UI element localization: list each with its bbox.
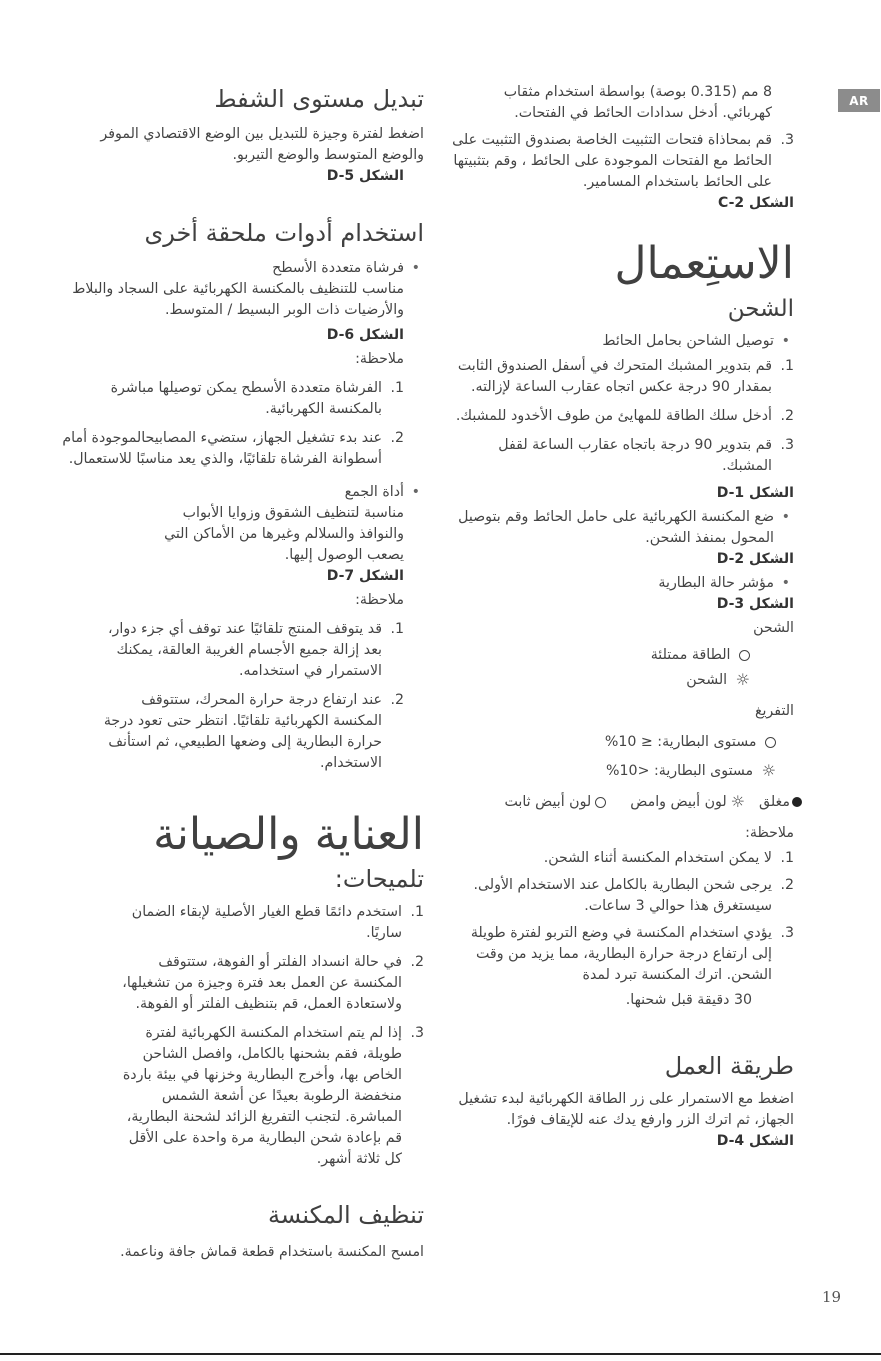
legend-steady xyxy=(504,792,610,813)
charging-state-text: الشحن xyxy=(686,672,728,688)
brush-notes-list xyxy=(62,378,424,470)
page-number: 19 xyxy=(822,1288,842,1306)
crevice-note-text: قد يتوقف المنتج تلقائيًا عند توقف أي جزء دوار، بعد إزالة جميع الأجسام الغريبة العالقة، يمكنك الاستمرار في استخدامه. xyxy=(107,621,382,679)
brush-bullet: • فرشاة متعددة الأسطح xyxy=(62,258,424,279)
install-continued-line-2: كهربائي. أدخل سدادات الحائط في الفتحات. xyxy=(514,105,772,121)
legend-blink-text: لون أبيض وامض xyxy=(630,794,727,810)
suction-level-heading: تبديل مستوى الشفط xyxy=(214,85,424,113)
charger-step xyxy=(452,435,794,477)
tip-item-number: 1. xyxy=(410,904,424,920)
crevice-note-number: 2. xyxy=(390,692,404,708)
tip-item-number: 3. xyxy=(410,1025,424,1041)
bottom-divider xyxy=(0,1353,881,1355)
charging-heading: الشحن xyxy=(727,296,794,322)
charger-step-number: 1. xyxy=(780,358,794,374)
brush-text: مناسب للتنظيف بالمكنسة الكهربائية على السجاد والبلاط والأرضيات ذات الوبر البسيط / المتوسط. xyxy=(72,281,404,318)
usage-note-number: 3. xyxy=(780,925,794,941)
battery-low-text: مستوى البطارية: ≤ 10% xyxy=(604,734,757,750)
legend-off-text: مغلق xyxy=(759,794,790,810)
usage-note-text: يرجى شحن البطارية بالكامل عند الاستخدام الأولى. سيستغرق هذا حوالي 3 ساعات. xyxy=(473,877,772,914)
charging-state-row xyxy=(452,670,794,691)
figure-d5-label: الشكل D-5 xyxy=(326,168,404,184)
crevice-text: مناسبة لتنظيف الشقوق وزوايا الأبواب والنوافذ والسلالم وغيرها من الأماكن التي يصعب الوصول إليها. xyxy=(164,505,404,563)
charger-step-number: 2. xyxy=(780,408,794,424)
cleaning-heading: تنظيف المكنسة xyxy=(268,1201,424,1229)
tip-item-number: 2. xyxy=(410,954,424,970)
blinking-sun-icon: ☼ xyxy=(730,792,746,811)
crevice-note xyxy=(102,619,404,682)
figure-d4-label: الشكل D-4 xyxy=(716,1133,794,1149)
discharge-sub-label: التفريغ xyxy=(754,703,794,719)
full-power-text: الطاقة ممتلئة xyxy=(650,647,731,663)
usage-note xyxy=(452,923,794,986)
usage-note-number: 1. xyxy=(780,850,794,866)
install-step-3 xyxy=(452,130,794,193)
usage-notes-list xyxy=(452,848,794,986)
legend-off xyxy=(759,792,804,813)
circle-icon xyxy=(595,797,606,808)
crevice-notes-list xyxy=(62,619,424,774)
filled-dot-icon xyxy=(792,797,802,807)
battery-low-row xyxy=(452,732,794,753)
usage-note-text: لا يمكن استخدام المكنسة أثناء الشحن. xyxy=(543,850,772,866)
figure-d1-label: الشكل D-1 xyxy=(716,485,794,501)
brush-note-text: الفرشاة متعددة الأسطح يمكن توصيلها مباشرة بالمكنسة الكهربائية. xyxy=(110,380,382,417)
full-power-row xyxy=(452,645,794,666)
battery-high-row xyxy=(452,761,794,782)
care-maintenance-heading: العناية والصيانة xyxy=(153,809,424,860)
brush-note-label: ملاحظة: xyxy=(355,351,404,367)
charger-step-text: أدخل سلك الطاقة للمهايئ من طوف الأخدود للمشبك. xyxy=(455,408,772,424)
battery-status-bullet: • مؤشر حالة البطارية xyxy=(452,573,794,594)
brush-note-number: 1. xyxy=(390,380,404,396)
legend-row xyxy=(452,792,804,813)
suction-level-text: اضغط لفترة وجيزة للتبديل بين الوضع الاقتصادي الموفر والوضع المتوسط والوضع التيربو. xyxy=(100,126,424,163)
place-on-wall-bullet: • ضع المكنسة الكهربائية على حامل الحائط وقم بتوصيل المحول بمنفذ الشحن. xyxy=(452,507,794,549)
operation-heading: طريقة العمل xyxy=(664,1052,794,1080)
charger-step-number: 3. xyxy=(780,437,794,453)
tip-item-text: في حالة انسداد الفلتر أو الفوهة، ستتوقف المكنسة عن العمل بعد فترة وجيزة من تشغيلها، ولاستعادة العمل، قم بتنظيف الفلتر أو الفوهة. xyxy=(122,954,402,1012)
usage-note-label: ملاحظة: xyxy=(745,825,794,841)
usage-note-number: 2. xyxy=(780,877,794,893)
charger-step xyxy=(452,356,794,398)
crevice-note-text: عند ارتفاع درجة حرارة المحرك، ستتوقف المكنسة الكهربائية تلقائيًا. انتظر حتى تعود درجة حرارة البطارية إلى وضعها الطبيعي، ثم استأنف الاستخدام. xyxy=(103,692,382,771)
operation-text: اضغط مع الاستمرار على زر الطاقة الكهربائية لبدء تشغيل الجهاز، ثم اترك الزر وارفع يدك عنه للإيقاف فورًا. xyxy=(458,1091,794,1128)
usage-heading: الاستِعمال xyxy=(614,238,794,289)
left-column xyxy=(62,82,424,1263)
figure-d3-label: الشكل D-3 xyxy=(716,596,794,612)
blinking-sun-icon: ☼ xyxy=(735,670,750,689)
brush-note xyxy=(62,428,404,470)
charger-step xyxy=(452,406,794,427)
right-column xyxy=(452,82,794,1155)
charger-steps-list xyxy=(452,356,794,477)
tip-item xyxy=(122,1023,424,1170)
accessories-heading: استخدام أدوات ملحقة أخرى xyxy=(144,219,424,247)
install-step-3-number: 3. xyxy=(780,132,794,148)
tip-item-text: إذا لم يتم استخدام المكنسة الكهربائية لفترة طويلة، فقم بشحنها بالكامل، وافصل الشاحن الخاص بها، وأخرج البطارية وخزنها في بيئة باردة منخفضة الرطوبة بعيدًا عن أشعة الشمس المباشرة. لتجنب التفريغ الزائد لشحنة البطارية، قم بإعادة شحن البطارية مرة واحدة على الأقل كل ثلاثة أشهر. xyxy=(122,1025,402,1167)
brush-note-number: 2. xyxy=(390,430,404,446)
figure-d6-label: الشكل D-6 xyxy=(326,327,404,343)
usage-note-text: يؤدي استخدام المكنسة في وضع التربو لفترة طويلة إلى ارتفاع درجة حرارة البطارية، مما يزيد من وقت الشحن. اترك المكنسة تبرد لمدة xyxy=(470,925,772,983)
charger-step-text: قم بتدوير المشبك المتحرك في أسفل الصندوق الثابت بمقدار 90 درجة عكس اتجاه عقارب الساعة لإزالته. xyxy=(457,358,772,395)
tips-list xyxy=(62,902,424,1170)
tip-item xyxy=(122,952,424,1015)
note-3-extra: 30 دقيقة قبل شحنها. xyxy=(625,992,752,1008)
crevice-note-label: ملاحظة: xyxy=(355,592,404,608)
cleaning-text: امسح المكنسة باستخدام قطعة قماش جافة وناعمة. xyxy=(120,1244,424,1260)
legend-steady-text: لون أبيض ثابت xyxy=(504,794,592,810)
install-step-3-text: قم بمحاذاة فتحات التثبيت الخاصة بصندوق التثبيت على الحائط مع الفتحات الموجودة على الحائط ، وقم بتثبيتها على الحائط باستخدام المسامير. xyxy=(452,132,772,190)
crevice-bullet: • أداة الجمع xyxy=(62,482,424,503)
circle-icon xyxy=(739,650,750,661)
usage-note xyxy=(452,875,794,917)
tip-item xyxy=(122,902,424,944)
tips-heading: تلميحات: xyxy=(334,865,424,893)
crevice-note xyxy=(102,690,404,774)
battery-high-text: مستوى البطارية: <10% xyxy=(606,763,754,779)
charger-wall-bullet: • توصيل الشاحن بحامل الحائط xyxy=(452,331,794,352)
blinking-sun-icon: ☼ xyxy=(761,761,776,780)
figure-d7-label: الشكل D-7 xyxy=(326,568,404,584)
usage-note xyxy=(452,848,794,869)
install-continued-line-1: 8 مم (0.315 بوصة) بواسطة استخدام مثقاب xyxy=(503,84,772,100)
legend-blink xyxy=(630,792,749,813)
language-badge: AR xyxy=(838,89,880,112)
tip-item-text: استخدم دائمًا قطع الغيار الأصلية لإبقاء الضمان ساريًا. xyxy=(131,904,402,941)
figure-d2-label: الشكل D-2 xyxy=(716,551,794,567)
charging-sub-label: الشحن xyxy=(753,620,794,636)
crevice-note-number: 1. xyxy=(390,621,404,637)
brush-note-text: عند بدء تشغيل الجهاز، ستضيء المصابيحالموجودة أمام أسطوانة الفرشاة تلقائيًا، والذي يعد مناسبًا للاستعمال. xyxy=(62,430,382,467)
circle-icon xyxy=(765,737,776,748)
charger-step-text: قم بتدوير 90 درجة باتجاه عقارب الساعة لقفل المشبك. xyxy=(498,437,772,474)
figure-c2-label: الشكل C-2 xyxy=(718,195,794,211)
brush-note xyxy=(62,378,404,420)
